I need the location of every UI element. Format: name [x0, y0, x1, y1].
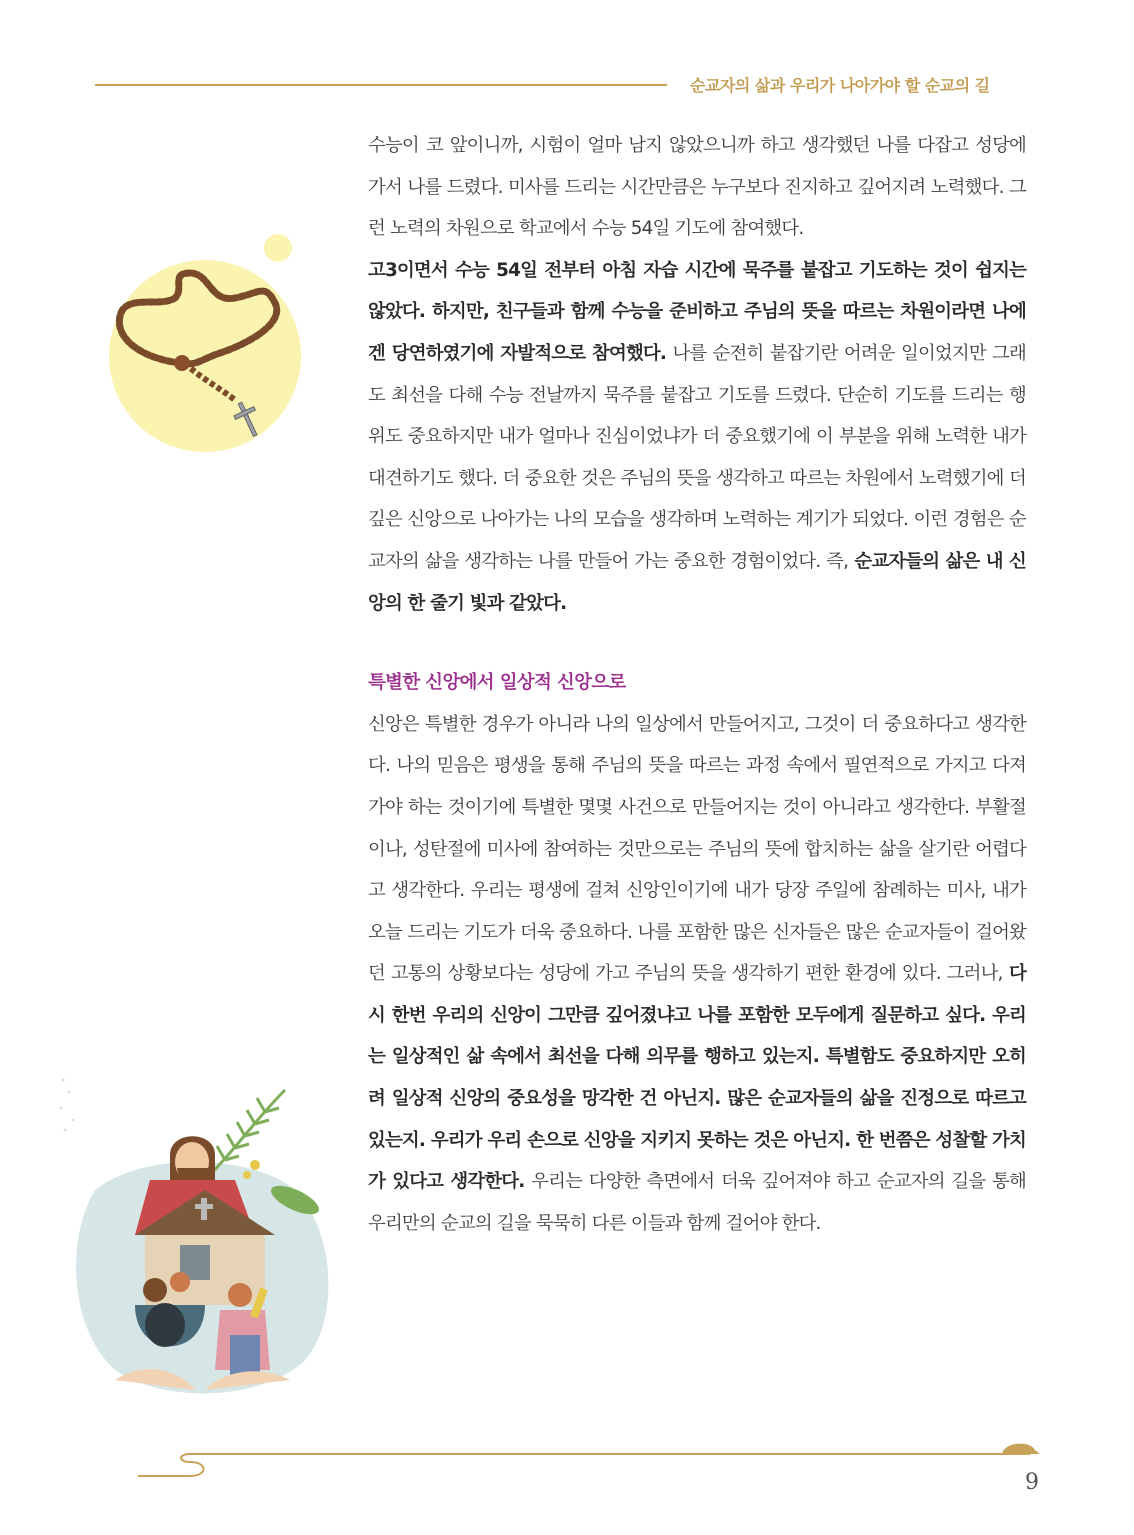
rosary-center-bead [174, 355, 190, 371]
paragraph-2-text: 나를 순전히 붙잡기란 어려운 일이었지만 그래도 최선을 다해 수능 전날까지 묵주를 붙잡고 기도를 드렸다. 단순히 기도를 드리는 행위도 중요하지만 내가 얼마나 진심이었냐가 더 중요했기에 이 부분을 위해 노력한 내가 대견하기도 했다. 더 중요한 것은 주님의 뜻을 생각하고 따르는 차원에서 노력했기에 더 깊은 신앙으로 나아가는 나의 모습을 생각하며 노력하는 계기가 되었다. 이런 경험은 순교자의 삶을 생각하는 나를 만들어 가는 중요한 경험이었다. 즉, [368, 342, 1026, 572]
header-rule [95, 84, 667, 86]
footer-rule [138, 1454, 1030, 1476]
church-family-illustration [55, 1070, 340, 1395]
section-heading: 특별한 신앙에서 일상적 신앙으로 [368, 672, 626, 694]
paragraph-3-end: 우리는 다양한 측면에서 더욱 깊어져야 하고 순교자의 길을 통해 우리만의 순교의 길을 묵묵히 다른 이들과 함께 걸어야 한다. [368, 1171, 1026, 1234]
paragraph-2 [368, 250, 1026, 624]
paragraph-3 [368, 704, 1026, 1245]
rosary-illustration [100, 228, 315, 458]
paragraph-2-bold: 고3이면서 수능 54일 전부터 아침 자습 시간에 묵주를 붙잡고 기도하는 것이 쉽지는 않았다. 하지만, 친구들과 함께 수능을 준비하고 주님의 뜻을 따르는 차원이라면 나에겐 당연하였기에 자발적으로 참여했다. [368, 259, 1026, 364]
speckles [60, 1079, 74, 1132]
small-yellow-circle [264, 234, 292, 262]
paragraph-1 [368, 125, 1026, 250]
main-text-column [368, 125, 1026, 1244]
leaf-branch [205, 1090, 285, 1180]
running-header-title: 순교자의 삶과 우리가 나아가야 할 순교의 길 [690, 76, 990, 95]
page-number: 9 [1025, 1470, 1039, 1495]
paragraph-2-end-bold: 순교자들의 삶은 내 신앙의 한 줄기 빛과 같았다. [368, 550, 1026, 614]
paragraph-3-text: 신앙은 특별한 경우가 아니라 나의 일상에서 만들어지고, 그것이 더 중요하다고 생각한다. 나의 믿음은 평생을 통해 주님의 뜻을 따르는 과정 속에서 필연적으로 가지고 다져가야 하는 것이기에 특별한 몇몇 사건으로 만들어지는 것이 아니라고 생각한다. 부활절이나, 성탄절에 미사에 참여하는 것만으로는 주님의 뜻에 합치하는 삶을 살기란 어렵다고 생각한다. 우리는 평생에 걸쳐 신앙인이기에 내가 당장 주일에 참례하는 미사, 내가 오늘 드리는 기도가 더욱 중요하다. 나를 포함한 많은 신자들은 많은 순교자들이 걸어왔던 고통의 상황보다는 성당에 가고 주님의 뜻을 생각하기 편한 환경에 있다. 그러나, [368, 713, 1026, 985]
paragraph-1-text: 수능이 코 앞이니까, 시험이 얼마 남지 않았으니까 하고 생각했던 나를 다잡고 성당에 가서 나를 드렸다. 미사를 드리는 시간만큼은 누구보다 진지하고 깊어지려 노력했다. 그런 노력의 차원으로 학교에서 수능 54일 기도에 참여했다. [368, 135, 1026, 240]
footer-ornament [130, 1440, 1050, 1490]
footer-cloud-icon [1002, 1444, 1040, 1454]
paragraph-3-bold: 다시 한번 우리의 신앙이 그만큼 깊어졌냐고 나를 포함한 모두에게 질문하고 싶다. 우리는 일상적인 삶 속에서 최선을 다해 의무를 행하고 있는지. 특별함도 중요하지만 오히려 일상적 신앙의 중요성을 망각한 건 아닌지. 많은 순교자들의 삶을 진정으로 따르고 있는지. 우리가 우리 손으로 신앙을 지키지 못하는 것은 아닌지. 한 번쯤은 성찰할 가치가 있다고 생각한다. [368, 963, 1026, 1193]
